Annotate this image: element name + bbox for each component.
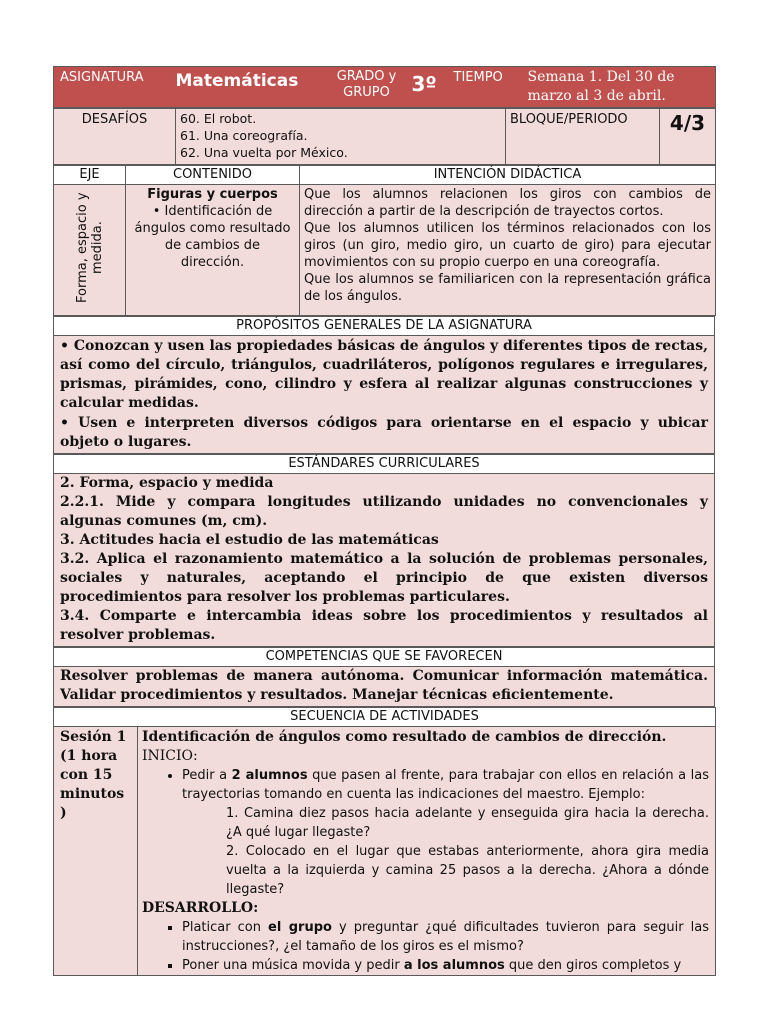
estandares-body-cell: [54, 474, 715, 647]
desarrollo-2-pre: Poner una música movida y pedir: [182, 958, 404, 973]
inicio-list: [138, 766, 715, 804]
desafio-item-1: 60. El robot.: [180, 111, 257, 126]
desarrollo-list: [138, 918, 715, 975]
contenido-header: CONTENIDO: [173, 167, 252, 182]
proposito-item-2: • Usen e interpreten diversos códigos para orientarse en el espacio y ubicar objeto o lugares.: [60, 415, 708, 450]
propositos-header-cell: [54, 317, 715, 336]
tiempo-label: TIEMPO: [453, 70, 503, 85]
grado-label-cell: [322, 67, 412, 108]
asignatura-label-cell: [54, 67, 176, 108]
secuencia-header-cell: [54, 708, 716, 727]
estandar-item-2: 2.2.1. Mide y compara longitudes utilizando unidades no convencionales y algunas comunes (m, cm).: [60, 494, 708, 529]
competencias-header-cell: [54, 648, 715, 667]
intencion-item-2: Que los alumnos utilicen los términos relacionados con los giros (un giro, medio giro, un cuarto de giro) para ejecutar movimientos con su propio cuerpo en una coreografía.: [304, 221, 711, 270]
intencion-value-cell: [300, 185, 716, 316]
asignatura-value-cell: [176, 67, 322, 108]
inicio-item-pre: Pedir a: [182, 768, 232, 783]
eje-value: Forma, espacio y medida.: [74, 192, 105, 304]
estandares-header-cell: [54, 455, 715, 474]
contenido-text: • Identificación de ángulos como resultado de cambios de dirección.: [134, 204, 291, 270]
intencion-item-1: Que los alumnos relacionen los giros con cambios de dirección a partir de la descripción de trayectos cortos.: [304, 187, 711, 219]
desafios-label: DESAFÍOS: [81, 112, 148, 127]
desarrollo-2-bold: a los alumnos: [403, 958, 505, 973]
lesson-plan-document: [53, 66, 715, 976]
competencias-body-cell: [54, 667, 715, 707]
session-label: Sesión 1 (1 hora con 15 minutos ): [60, 729, 127, 821]
header-table: [53, 66, 716, 108]
eje-value-cell: [54, 185, 126, 316]
intencion-item-3: Que los alumnos se familiaricen con la representación gráfica de los ángulos.: [304, 272, 711, 304]
intencion-header-cell: [300, 166, 716, 185]
desafio-item-2: 61. Una coreografía.: [180, 128, 308, 143]
eje-header-cell: [54, 166, 126, 185]
estandares-table: [53, 454, 715, 647]
example-2: 2. Colocado en el lugar que estabas anteriormente, ahora gira media vuelta a la izquierda y camina 25 pasos a la derecha. ¿Ahora a dónde llegaste?: [226, 844, 709, 897]
grado-label: GRADO y GRUPO: [336, 69, 397, 100]
estandar-item-1: 2. Forma, espacio y medida: [60, 475, 274, 491]
estandar-item-5: 3.4. Comparte e intercambia ideas sobre los procedimientos y resultados al resolver problemas.: [60, 608, 708, 643]
bloque-label: BLOQUE/PERIODO: [510, 112, 628, 127]
inicio-label: INICIO:: [142, 748, 198, 764]
bloque-label-cell: [506, 109, 660, 165]
session-body-cell: [138, 727, 716, 976]
desarrollo-label: DESARROLLO:: [142, 900, 259, 916]
desarrollo-1-bold: el grupo: [268, 920, 332, 935]
inicio-item: [182, 766, 709, 804]
tiempo-value-cell: [524, 67, 716, 108]
competencias-title: COMPETENCIAS QUE SE FAVORECEN: [265, 649, 503, 664]
desafios-list-cell: [176, 109, 506, 165]
contenido-title: Figuras y cuerpos: [147, 187, 278, 202]
propositos-table: [53, 316, 715, 454]
desarrollo-item-2: [182, 956, 709, 975]
estandar-item-4: 3.2. Aplica el razonamiento matemático a la solución de problemas personales, sociales y naturales, aceptando el principio de que existen diversos procedimientos para resolver los problemas particulares.: [60, 551, 708, 605]
desafios-table: [53, 108, 716, 165]
desafios-label-cell: [54, 109, 176, 165]
session-label-cell: [54, 727, 138, 976]
bloque-value-cell: [660, 109, 716, 165]
example-1: 1. Camina diez pasos hacia adelante y enseguida gira hacia la derecha. ¿A qué lugar llegaste?: [226, 806, 709, 840]
propositos-body-cell: [54, 336, 715, 454]
tiempo-value: Semana 1. Del 30 de marzo al 3 de abril.: [527, 69, 675, 104]
grado-value: 3º: [411, 72, 437, 96]
desarrollo-1-pre: Platicar con: [182, 920, 269, 935]
inicio-item-bold: 2 alumnos: [231, 768, 308, 783]
contenido-header-cell: [126, 166, 300, 185]
desarrollo-item-1: [182, 918, 709, 956]
secuencia-title: SECUENCIA DE ACTIVIDADES: [290, 709, 479, 724]
columns-header-table: [53, 165, 716, 316]
desarrollo-1-post: y preguntar ¿qué dificultades tuvieron para seguir las instrucciones?, ¿el tamaño de los giros es el mismo?: [182, 920, 710, 954]
inicio-item-post: que pasen al frente, para trabajar con ellos en relación a las trayectorias tomando en cuenta las indicaciones del maestro. Ejemplo:: [182, 768, 709, 802]
asignatura-value: Matemáticas: [175, 71, 299, 91]
asignatura-label: ASIGNATURA: [60, 70, 144, 85]
competencias-table: [53, 647, 715, 707]
propositos-title: PROPÓSITOS GENERALES DE LA ASIGNATURA: [236, 318, 532, 333]
competencias-text: Resolver problemas de manera autónoma. Comunicar información matemática. Validar procedimientos y resultados. Manejar técnicas eficientemente.: [60, 668, 708, 703]
contenido-value-cell: [126, 185, 300, 316]
desarrollo-2-post: que den giros completos y: [504, 958, 682, 973]
estandar-item-3: 3. Actitudes hacia el estudio de las matemáticas: [60, 532, 439, 548]
intencion-header: INTENCIÓN DIDÁCTICA: [433, 167, 582, 182]
grado-value-cell: [412, 67, 448, 108]
eje-header: EJE: [79, 167, 100, 182]
tiempo-label-cell: [448, 67, 524, 108]
secuencia-table: [53, 707, 716, 976]
proposito-item-1: • Conozcan y usen las propiedades básicas de ángulos y diferentes tipos de rectas, así como del círculo, triángulos, cuadriláteros, polígonos regulares e irregulares, prismas, pirámides, cono, cilindro y esfera al realizar algunas construcciones y calcular medidas.: [60, 338, 709, 411]
desafio-item-3: 62. Una vuelta por México.: [180, 145, 348, 160]
bloque-value: 4/3: [669, 111, 706, 135]
estandares-title: ESTÁNDARES CURRICULARES: [288, 456, 480, 471]
session-title: Identificación de ángulos como resultado de cambios de dirección.: [142, 729, 667, 745]
